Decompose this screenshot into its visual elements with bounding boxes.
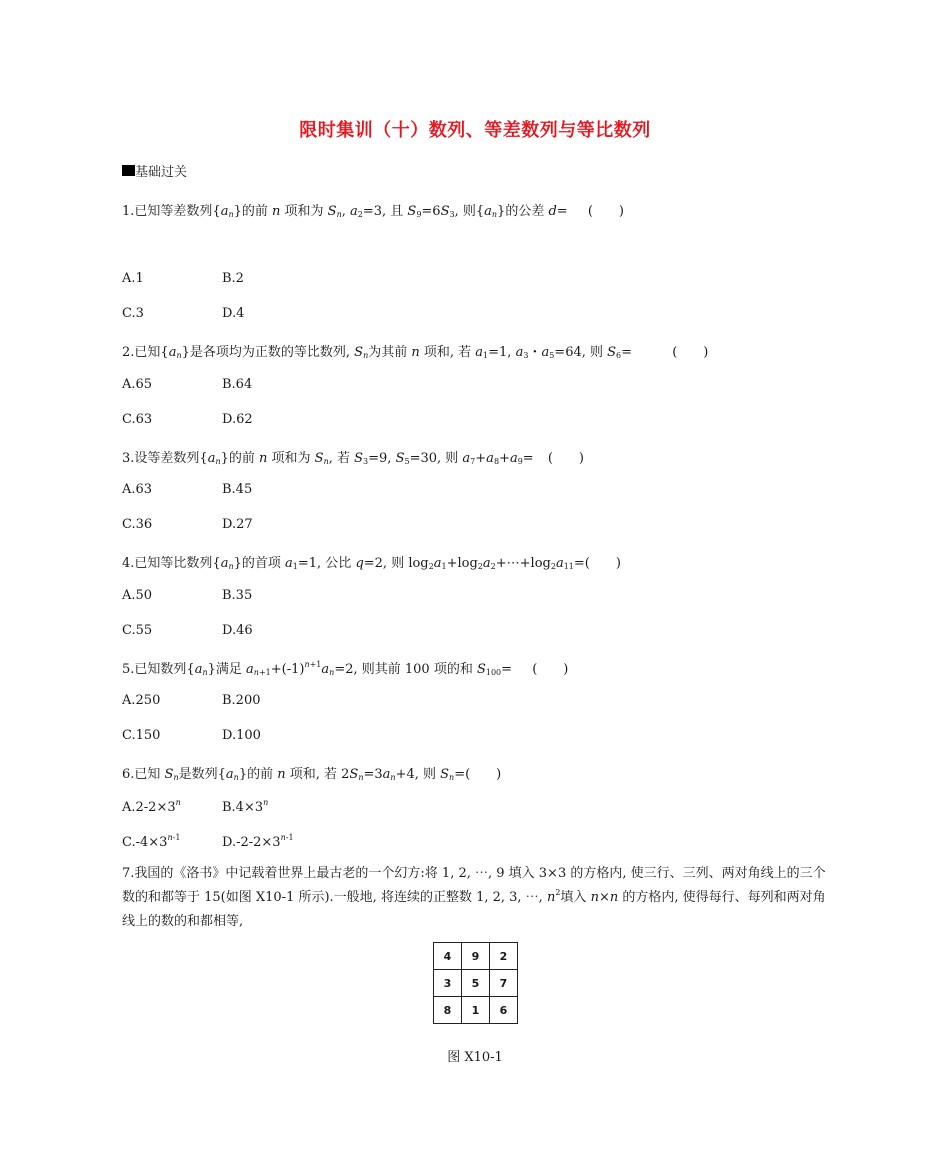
answer-bracket: ( ) — [672, 345, 709, 360]
question-5-text: 已知数列$\{a_n\}$满足 $a_{n+1}+(-1)^{n+1}a_n=2$, 则其前 100 项的和 $S_{100}=$ — [134, 660, 513, 677]
option-c: C.36 — [122, 517, 153, 532]
question-number: 6. — [122, 767, 135, 782]
section-marker-icon — [122, 165, 135, 176]
question-4 — [122, 552, 621, 571]
answer-bracket: ( ) — [465, 767, 502, 782]
question-number: 2. — [122, 345, 135, 360]
option-c: $C.-4\times 3^{n-1}$ — [122, 833, 181, 850]
option-a: A.250 — [122, 693, 161, 708]
magic-square-cell: 5 — [462, 970, 490, 997]
question-number: 1. — [122, 204, 135, 219]
answer-bracket: ( ) — [532, 662, 569, 677]
magic-square-cell: 7 — [490, 970, 518, 997]
option-b: B.45 — [222, 482, 253, 497]
question-6 — [122, 763, 501, 782]
answer-bracket: ( ) — [587, 204, 624, 219]
option-a: A.50 — [122, 588, 153, 603]
magic-square-cell: 3 — [434, 970, 462, 997]
option-a: $A.2-2\times 3^n$ — [122, 798, 181, 815]
option-b: B.35 — [222, 588, 253, 603]
option-c: C.3 — [122, 306, 144, 321]
option-d: $D.-2-2\times 3^{n-1}$ — [222, 833, 294, 850]
magic-square-cell: 1 — [462, 997, 490, 1024]
option-b: B.200 — [222, 693, 261, 708]
magic-square-cell: 8 — [434, 997, 462, 1024]
option-d: D.62 — [222, 412, 253, 427]
option-d: D.100 — [222, 728, 261, 743]
question-3-text: 设等差数列$\{a_n\}$的前 n 项和为 $S_n$, 若 $S_3=9$, $S_5=30$, 则 $a_7+a_8+a_9=$ — [134, 451, 534, 466]
option-c: C.150 — [122, 728, 161, 743]
question-1-text: 已知等差数列$\{a_n\}$的前 n 项和为 $S_n$, $a_2=3$, 且 $S_9=6S_3$, 则$\{a_n\}$的公差 d= — [134, 204, 568, 219]
magic-square-cell: 4 — [434, 943, 462, 970]
option-d: D.4 — [222, 306, 245, 321]
figure-caption: 图 X10-1 — [447, 1050, 503, 1065]
option-b: B.2 — [222, 271, 244, 286]
option-c: C.55 — [122, 623, 153, 638]
section-heading — [122, 161, 187, 180]
question-number: 7. — [122, 866, 135, 881]
question-3 — [122, 447, 584, 466]
question-number: 3. — [122, 451, 135, 466]
magic-square-cell: 2 — [490, 943, 518, 970]
page-title: 限时集训（十）数列、等差数列与等比数列 — [299, 120, 651, 141]
question-4-text: 已知等比数列$\{a_n\}$的首项 $a_1=1$, 公比 q=2, 则 $\log_2a_1+\log_2a_2+\cdots+\log_2a_{11}=$ — [134, 556, 585, 571]
question-6-text: 已知 $S_n$是数列$\{a_n\}$的前 n 项和, 若 $2S_n=3a_n+4$, 则 $S_n=$ — [134, 767, 466, 782]
option-b: $B.4\times 3^n$ — [222, 798, 269, 815]
question-1 — [122, 200, 624, 219]
option-a: A.65 — [122, 377, 153, 392]
option-c: C.63 — [122, 412, 153, 427]
option-a: A.1 — [122, 271, 144, 286]
option-d: D.46 — [222, 623, 253, 638]
question-number: 4. — [122, 556, 135, 571]
magic-square-figure — [433, 942, 518, 1024]
magic-square-cell: 6 — [490, 997, 518, 1024]
question-number: 5. — [122, 662, 135, 677]
section-label: 基础过关 — [135, 165, 188, 180]
question-7-text: 我国的《洛书》中记载着世界上最古老的一个幻方:将 1, 2, ⋯, 9 填入 3×3 的方格内, 使三行、三列、两对角线上的三个数的和都等于 15(如图 X10-1 所示).一般地, 将连续的正整数 1, 2, 3, ⋯, $n^2$填入 n×n 的方格内, 使得每行、每列和两对角线上的数的和都相等, — [122, 866, 826, 929]
question-2-text: 已知$\{a_n\}$是各项均为正数的等比数列, $S_n$为其前 n 项和, 若 $a_1=1$, $a_3$・$a_5=64$, 则 $S_6=$ — [134, 345, 633, 360]
option-a: A.63 — [122, 482, 153, 497]
option-d: D.27 — [222, 517, 253, 532]
magic-square-cell: 9 — [462, 943, 490, 970]
answer-bracket: ( ) — [584, 556, 621, 571]
answer-bracket: ( ) — [547, 451, 584, 466]
question-5 — [122, 658, 568, 677]
question-2 — [122, 341, 708, 360]
question-7 — [122, 862, 832, 934]
option-b: B.64 — [222, 377, 253, 392]
